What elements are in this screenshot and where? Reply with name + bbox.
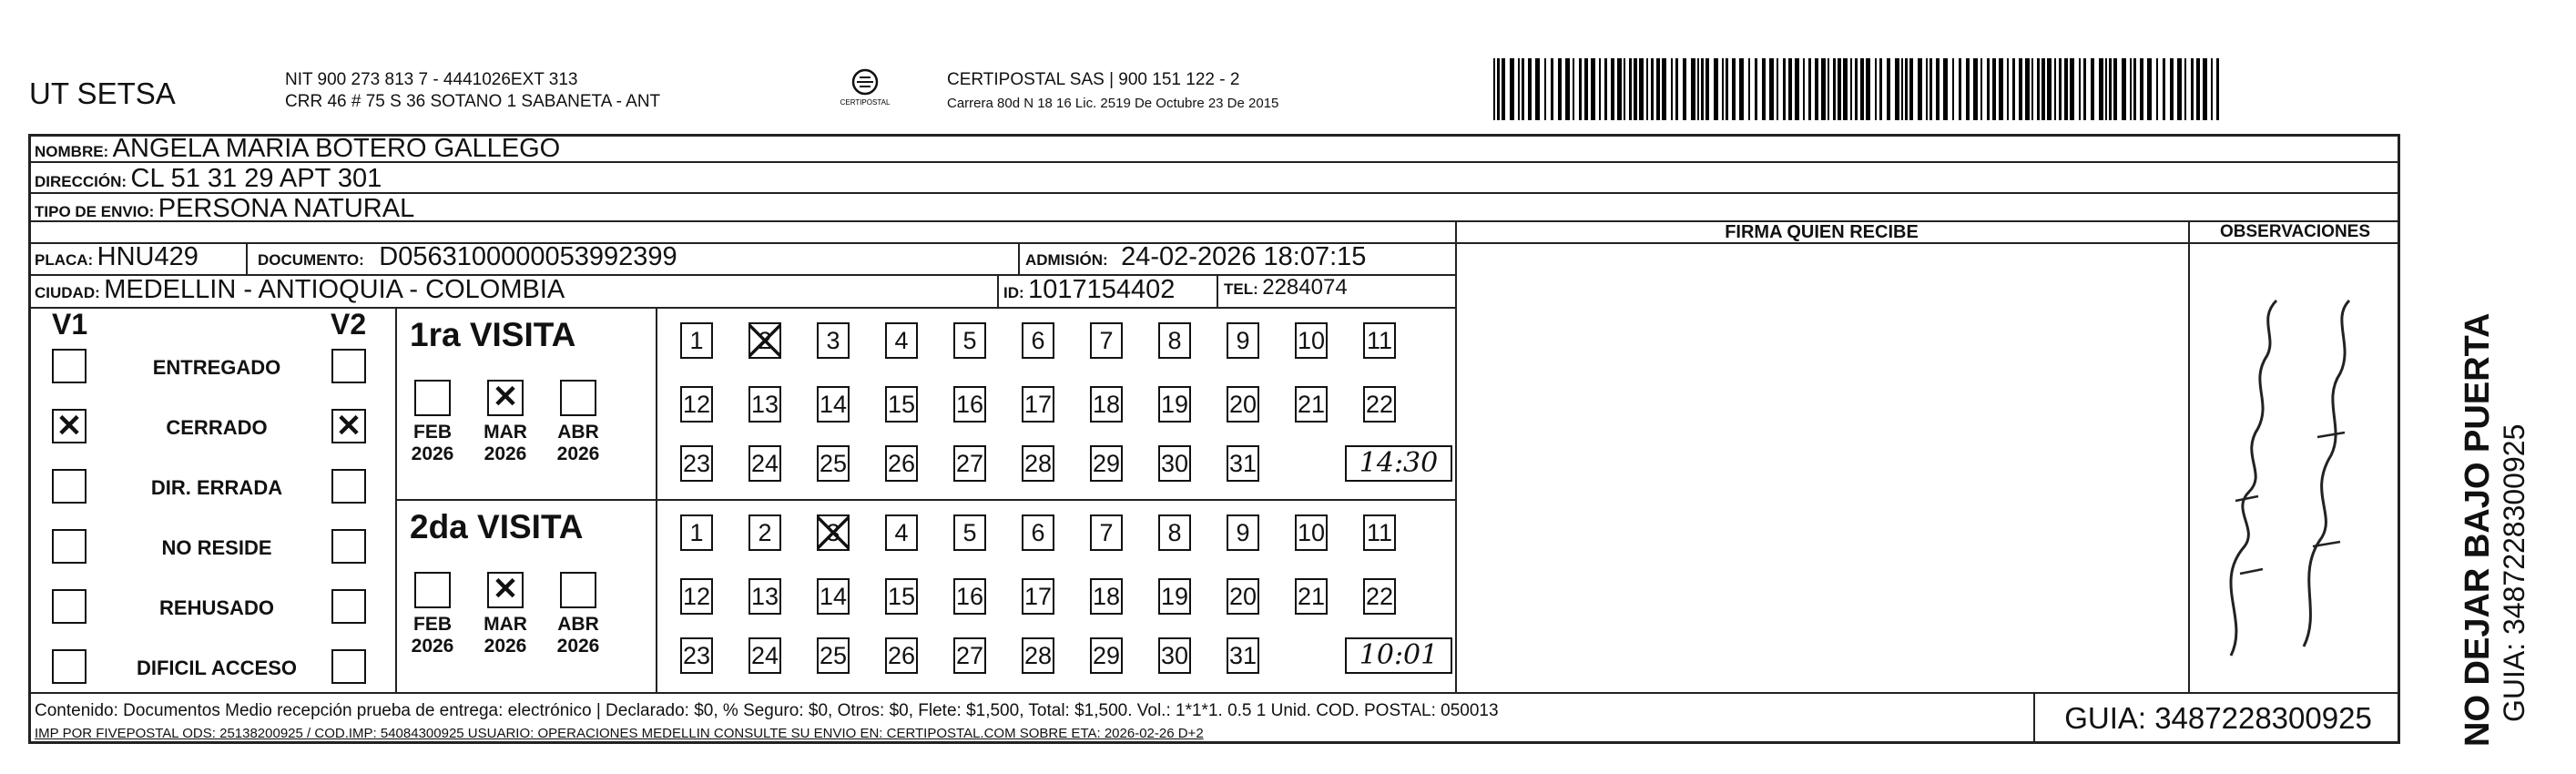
day-box[interactable]: 20 xyxy=(1227,386,1259,423)
certipostal-logo xyxy=(824,66,906,113)
day-box[interactable]: 2 xyxy=(748,514,781,551)
v2-mark xyxy=(333,591,364,622)
barcode-bar xyxy=(1528,58,1532,120)
day-box[interactable]: 30 xyxy=(1158,445,1191,482)
visit-title: 1ra VISITA xyxy=(410,316,576,353)
day-box[interactable]: 23 xyxy=(680,445,713,482)
observations-header: OBSERVACIONES xyxy=(2219,222,2371,241)
barcode-bar xyxy=(2091,58,2094,120)
barcode-bar xyxy=(1788,58,1792,120)
barcode-bar xyxy=(2113,58,2117,120)
barcode-bar xyxy=(2163,58,2165,120)
day-box-marked[interactable]: 2 xyxy=(748,322,781,359)
license-line: Carrera 80d N 18 16 Lic. 2519 De Octubre 23 De 2015 xyxy=(947,96,1279,111)
barcode-bar xyxy=(2122,58,2126,120)
barcode-bar xyxy=(1909,58,1913,120)
v2-checkbox[interactable] xyxy=(331,589,366,624)
document-value: D0563100000053992399 xyxy=(379,242,677,271)
barcode-bar xyxy=(2184,58,2186,120)
barcode-bar xyxy=(1584,58,1588,120)
day-box[interactable]: 14 xyxy=(817,386,850,423)
barcode-bar xyxy=(1936,58,1940,120)
month-checkbox[interactable] xyxy=(560,572,596,608)
shipment-type-row xyxy=(35,194,414,224)
day-box[interactable]: 19 xyxy=(1158,578,1191,615)
barcode-bar xyxy=(1815,58,1818,120)
shipment-type: PERSONA NATURAL xyxy=(158,194,415,223)
barcode-bar xyxy=(1662,58,1666,120)
barcode-bar xyxy=(1828,58,1829,120)
barcode-bar xyxy=(2019,58,2022,120)
address-label: DIRECCIÓN: xyxy=(35,173,127,190)
v1-checkbox[interactable] xyxy=(52,469,87,504)
v1-checkbox[interactable] xyxy=(52,349,87,383)
barcode-bar xyxy=(1795,58,1799,120)
month-mark xyxy=(416,382,449,414)
day-box[interactable]: 26 xyxy=(885,637,918,674)
barcode-bar xyxy=(2203,58,2207,120)
document-field xyxy=(258,242,677,272)
barcode-bar xyxy=(1821,58,1826,120)
barcode-bar xyxy=(2147,58,2152,120)
month-checkbox[interactable] xyxy=(560,380,596,416)
day-box[interactable]: 19 xyxy=(1158,386,1191,423)
day-box[interactable]: 5 xyxy=(953,514,986,551)
day-box[interactable]: 11 xyxy=(1363,514,1396,551)
day-box[interactable]: 13 xyxy=(748,386,781,423)
month-checkbox[interactable] xyxy=(487,380,524,416)
day-box[interactable]: 5 xyxy=(953,322,986,359)
side-guide-number: GUIA: 3487228300925 xyxy=(2498,423,2530,722)
day-box[interactable]: 4 xyxy=(885,514,918,551)
barcode-bar xyxy=(1748,58,1750,120)
v1-checkbox[interactable] xyxy=(52,649,87,684)
v1-mark xyxy=(54,531,85,562)
barcode-bar xyxy=(1999,58,2003,120)
barcode-bar xyxy=(1599,58,1601,120)
barcode-bar xyxy=(1866,58,1870,120)
barcode-bar xyxy=(2079,58,2081,120)
day-box[interactable]: 17 xyxy=(1022,386,1054,423)
day-box[interactable]: 17 xyxy=(1022,578,1054,615)
plate-value: HNU429 xyxy=(97,242,199,271)
month-mark xyxy=(562,382,595,414)
barcode-bar xyxy=(2041,58,2045,120)
day-box[interactable]: 16 xyxy=(953,386,986,423)
content-line: Contenido: Documentos Medio recepción prueba de entrega: electrónico | Declarado: $0, % Seguro: $0, Otros: $0, Flete: $1,500, Total: $1,500. Vol.: 1*1*1. 0.5 1 Unid. COD. POSTAL: 050013 xyxy=(35,701,1499,720)
id-field xyxy=(1003,275,1175,305)
barcode-bar xyxy=(2054,58,2056,120)
day-box[interactable]: 4 xyxy=(885,322,918,359)
day-box[interactable]: 6 xyxy=(1022,322,1054,359)
barcode-bar xyxy=(2064,58,2068,120)
footer-guide-number: GUIA: 3487228300925 xyxy=(2064,701,2372,735)
day-box[interactable]: 10 xyxy=(1295,514,1328,551)
side-notice: NO DEJAR BAJO PUERTA xyxy=(2459,312,2497,747)
barcode-bar xyxy=(1966,58,1970,120)
day-box[interactable]: 21 xyxy=(1295,386,1328,423)
day-box[interactable]: 13 xyxy=(748,578,781,615)
month-checkbox[interactable] xyxy=(414,572,451,608)
day-box[interactable]: 29 xyxy=(1090,637,1123,674)
barcode-bar xyxy=(1783,58,1786,120)
barcode-bar xyxy=(2211,58,2213,120)
day-box[interactable]: 16 xyxy=(953,578,986,615)
barcode-bar xyxy=(1510,58,1514,120)
month-label: ABR 2026 xyxy=(556,422,600,464)
admission-value: 24-02-2026 18:07:15 xyxy=(1121,242,1367,271)
day-box[interactable]: 8 xyxy=(1158,322,1191,359)
v2-mark: ✕ xyxy=(335,409,362,443)
barcode-bar xyxy=(1850,58,1852,120)
status-label: DIR. ERRADA xyxy=(150,476,283,499)
barcode-bar xyxy=(2059,58,2062,120)
barcode-bar xyxy=(1732,58,1736,120)
barcode-bar xyxy=(1518,58,1520,120)
barcode-bar xyxy=(1656,58,1660,120)
barcode-bar xyxy=(2133,58,2136,120)
barcode xyxy=(1493,58,2222,120)
day-box[interactable]: 23 xyxy=(680,637,713,674)
barcode-bar xyxy=(1639,58,1644,120)
document-label: DOCUMENTO: xyxy=(258,251,364,269)
day-box[interactable]: 26 xyxy=(885,445,918,482)
barcode-bar xyxy=(1992,58,1996,120)
barcode-bar xyxy=(1929,58,1932,120)
barcode-bar xyxy=(2070,58,2074,120)
imp-line: IMP POR FIVEPOSTAL ODS: 25138200925 / COD.IMP: 54084300925 USUARIO: OPERACIONES MEDELLIN CONSULTE SU ENVIO EN: CERTIPOSTAL.COM SOBRE ETA: 2026-02-26 D+2 xyxy=(35,726,1204,741)
barcode-bar xyxy=(2047,58,2052,120)
barcode-bar xyxy=(1651,58,1654,120)
barcode-bar xyxy=(1926,58,1928,120)
barcode-bar xyxy=(1565,58,1570,120)
v1-mark xyxy=(54,651,85,682)
barcode-bar xyxy=(1624,58,1625,120)
barcode-bar xyxy=(1887,58,1890,120)
day-box[interactable]: 11 xyxy=(1363,322,1396,359)
month-mark: ✕ xyxy=(492,572,519,606)
month-mark xyxy=(562,574,595,606)
barcode-bar xyxy=(1905,58,1908,120)
barcode-bar xyxy=(2196,58,2200,120)
barcode-bar xyxy=(1691,58,1695,120)
day-box[interactable]: 9 xyxy=(1227,322,1259,359)
name-label: NOMBRE: xyxy=(35,143,109,160)
day-box[interactable]: 10 xyxy=(1295,322,1328,359)
barcode-bar xyxy=(2012,58,2015,120)
v2-checkbox[interactable] xyxy=(331,409,366,443)
v2-checkbox[interactable] xyxy=(331,469,366,504)
barcode-bar xyxy=(1579,58,1582,120)
barcode-bar xyxy=(1855,58,1858,120)
visit-time[interactable]: 10:01 xyxy=(1345,637,1452,674)
day-box[interactable]: 3 xyxy=(817,322,850,359)
v2-mark xyxy=(333,531,364,562)
day-box[interactable]: 9 xyxy=(1227,514,1259,551)
day-box[interactable]: 8 xyxy=(1158,514,1191,551)
plate-field xyxy=(35,242,199,272)
tel-value: 2284074 xyxy=(1262,275,1348,300)
recipient-address-row xyxy=(35,164,382,194)
barcode-bar xyxy=(1714,58,1718,120)
barcode-bar xyxy=(2156,58,2158,120)
status-label: DIFICIL ACCESO xyxy=(136,657,297,679)
tel-field xyxy=(1224,275,1348,300)
barcode-bar xyxy=(1493,58,1495,120)
barcode-bar xyxy=(1604,58,1607,120)
month-label: MAR 2026 xyxy=(484,422,527,464)
barcode-bar xyxy=(1683,58,1686,120)
day-box[interactable]: 31 xyxy=(1227,445,1259,482)
barcode-bar xyxy=(1591,58,1595,120)
barcode-bar xyxy=(2031,58,2033,120)
city-field xyxy=(35,275,565,305)
barcode-bar xyxy=(1739,58,1744,120)
company-name: UT SETSA xyxy=(29,76,176,110)
barcode-bar xyxy=(1573,58,1574,120)
day-box[interactable]: 12 xyxy=(680,386,713,423)
day-box[interactable]: 27 xyxy=(953,637,986,674)
barcode-bar xyxy=(2140,58,2143,120)
shipment-type-label: TIPO DE ENVIO: xyxy=(35,203,155,220)
barcode-bar xyxy=(2099,58,2103,120)
v2-mark xyxy=(333,351,364,382)
recipient-address: CL 51 31 29 APT 301 xyxy=(130,164,382,193)
barcode-bar xyxy=(1535,58,1540,120)
barcode-bar xyxy=(1558,58,1562,120)
barcode-bar xyxy=(2105,58,2107,120)
barcode-bar xyxy=(1551,58,1553,120)
barcode-bar xyxy=(2177,58,2182,120)
barcode-bar xyxy=(2025,58,2030,120)
day-box[interactable]: 22 xyxy=(1363,578,1396,615)
tel-label: TEL: xyxy=(1224,280,1258,298)
city-value: MEDELLIN - ANTIOQUIA - COLOMBIA xyxy=(104,275,565,304)
month-label: FEB 2026 xyxy=(411,422,454,464)
day-box[interactable]: 28 xyxy=(1022,445,1054,482)
v2-checkbox[interactable] xyxy=(331,649,366,684)
month-mark: ✕ xyxy=(492,380,519,414)
barcode-bar xyxy=(1671,58,1673,120)
admission-field xyxy=(1025,242,1366,272)
v2-label: V2 xyxy=(331,308,367,341)
day-box[interactable]: 20 xyxy=(1227,578,1259,615)
v1-mark xyxy=(54,591,85,622)
status-label: ENTREGADO xyxy=(152,356,281,379)
day-box[interactable]: 7 xyxy=(1090,322,1123,359)
day-box[interactable]: 1 xyxy=(680,322,713,359)
barcode-bar xyxy=(2191,58,2194,120)
v2-mark xyxy=(333,471,364,502)
status-label: CERRADO xyxy=(166,416,268,439)
v2-checkbox[interactable] xyxy=(331,349,366,383)
barcode-bar xyxy=(2083,58,2086,120)
barcode-bar xyxy=(1808,58,1811,120)
carrier-line: CERTIPOSTAL SAS | 900 151 122 - 2 xyxy=(947,70,1240,89)
barcode-bar xyxy=(1755,58,1757,120)
day-box[interactable]: 14 xyxy=(817,578,850,615)
day-box[interactable]: 18 xyxy=(1090,386,1123,423)
barcode-bar xyxy=(1522,58,1524,120)
barcode-bar xyxy=(1769,58,1774,120)
day-box[interactable]: 1 xyxy=(680,514,713,551)
barcode-bar xyxy=(1762,58,1766,120)
day-box[interactable]: 15 xyxy=(885,386,918,423)
barcode-bar xyxy=(1502,58,1505,120)
barcode-bar xyxy=(1611,58,1614,120)
month-mark xyxy=(416,574,449,606)
visit-time[interactable]: 14:30 xyxy=(1345,445,1452,482)
barcode-bar xyxy=(1833,58,1836,120)
barcode-bar xyxy=(1987,58,1990,120)
barcode-bar xyxy=(1952,58,1954,120)
signature-header: FIRMA QUIEN RECIBE xyxy=(1725,222,1919,242)
recipient-name: ANGELA MARIA BOTERO GALLEGO xyxy=(112,134,561,163)
barcode-bar xyxy=(2007,58,2009,120)
barcode-bar xyxy=(1860,58,1864,120)
day-box[interactable]: 27 xyxy=(953,445,986,482)
month-label: FEB 2026 xyxy=(411,614,454,657)
barcode-bar xyxy=(1544,58,1546,120)
barcode-bar xyxy=(2216,58,2219,120)
barcode-bar xyxy=(2130,58,2132,120)
day-box[interactable]: 12 xyxy=(680,578,713,615)
barcode-bar xyxy=(1675,58,1678,120)
nit-line: NIT 900 273 813 7 - 4441026EXT 313 xyxy=(285,70,578,89)
barcode-bar xyxy=(1879,58,1882,120)
month-label: ABR 2026 xyxy=(556,614,600,657)
v1-label: V1 xyxy=(52,308,88,341)
recipient-name-row xyxy=(35,134,560,164)
barcode-bar xyxy=(1646,58,1648,120)
status-label: NO RESIDE xyxy=(161,536,272,559)
barcode-bar xyxy=(1634,58,1637,120)
visit-title: 2da VISITA xyxy=(410,508,584,545)
day-box[interactable]: 18 xyxy=(1090,578,1123,615)
barcode-bar xyxy=(1629,58,1632,120)
barcode-bar xyxy=(1901,58,1903,120)
company-address: CRR 46 # 75 S 36 SOTANO 1 SABANETA - ANT xyxy=(285,92,661,111)
barcode-bar xyxy=(1943,58,1948,120)
status-label: REHUSADO xyxy=(159,596,274,619)
day-box[interactable]: 21 xyxy=(1295,578,1328,615)
barcode-bar xyxy=(1726,58,1728,120)
id-label: ID: xyxy=(1003,284,1024,301)
barcode-bar xyxy=(1777,58,1778,120)
barcode-bar xyxy=(2037,58,2040,120)
day-box[interactable]: 29 xyxy=(1090,445,1123,482)
day-box[interactable]: 6 xyxy=(1022,514,1054,551)
day-box[interactable]: 25 xyxy=(817,637,850,674)
barcode-bar xyxy=(2109,58,2112,120)
city-label: CIUDAD: xyxy=(35,284,100,301)
plate-label: PLACA: xyxy=(35,251,94,269)
day-box[interactable]: 22 xyxy=(1363,386,1396,423)
day-box[interactable]: 24 xyxy=(748,445,781,482)
barcode-bar xyxy=(1980,58,1982,120)
day-box[interactable]: 31 xyxy=(1227,637,1259,674)
v1-checkbox[interactable] xyxy=(52,409,87,443)
barcode-bar xyxy=(1918,58,1922,120)
barcode-bar xyxy=(2170,58,2174,120)
day-box[interactable]: 25 xyxy=(817,445,850,482)
day-box[interactable]: 15 xyxy=(885,578,918,615)
v1-mark xyxy=(54,471,85,502)
v2-checkbox[interactable] xyxy=(331,529,366,564)
month-checkbox[interactable] xyxy=(487,572,524,608)
day-box[interactable]: 24 xyxy=(748,637,781,674)
barcode-bar xyxy=(1973,58,1978,120)
admission-label: ADMISIÓN: xyxy=(1025,251,1108,269)
barcode-bar xyxy=(1497,58,1500,120)
id-value: 1017154402 xyxy=(1028,275,1176,304)
barcode-bar xyxy=(1895,58,1899,120)
v1-mark xyxy=(54,351,85,382)
day-box-marked[interactable]: 3 xyxy=(817,514,850,551)
barcode-bar xyxy=(1705,58,1709,120)
month-checkbox[interactable] xyxy=(414,380,451,416)
barcode-bar xyxy=(1838,58,1841,120)
barcode-bar xyxy=(1875,58,1877,120)
barcode-bar xyxy=(1843,58,1848,120)
v1-checkbox[interactable] xyxy=(52,589,87,624)
barcode-bar xyxy=(1701,58,1704,120)
day-box[interactable]: 7 xyxy=(1090,514,1123,551)
barcode-bar xyxy=(1722,58,1724,120)
day-box[interactable]: 28 xyxy=(1022,637,1054,674)
barcode-bar xyxy=(1803,58,1805,120)
v1-checkbox[interactable] xyxy=(52,529,87,564)
v2-mark xyxy=(333,651,364,682)
day-box[interactable]: 30 xyxy=(1158,637,1191,674)
barcode-bar xyxy=(1617,58,1622,120)
barcode-bar xyxy=(1959,58,1961,120)
logo-text: CERTIPOSTAL xyxy=(840,98,891,107)
handwritten-observation xyxy=(2194,273,2395,683)
barcode-bar xyxy=(1697,58,1699,120)
month-label: MAR 2026 xyxy=(484,614,527,657)
v1-mark: ✕ xyxy=(56,409,83,443)
